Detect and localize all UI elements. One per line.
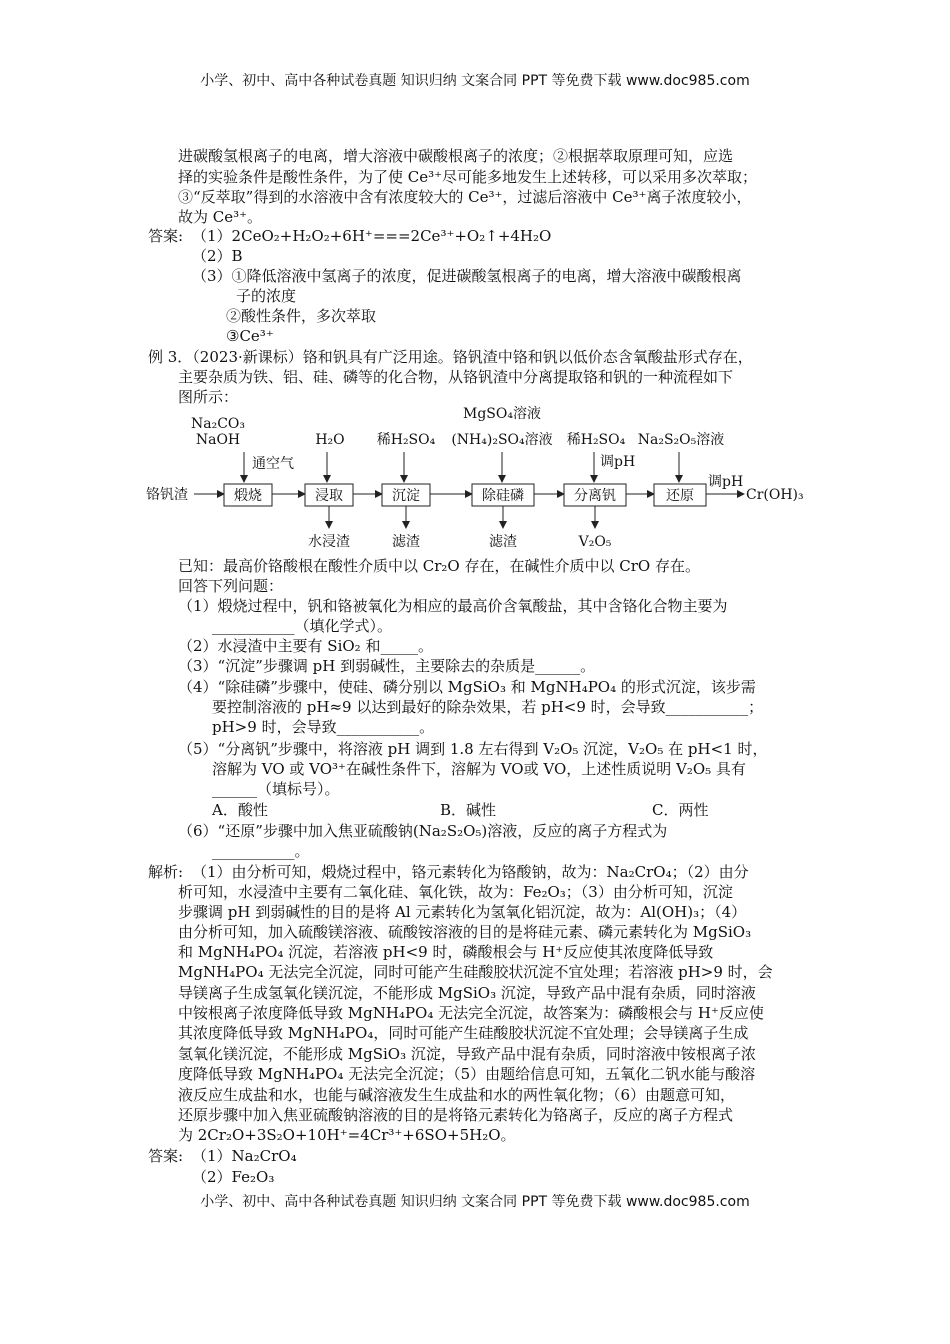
- solution-label: 解析:: [148, 863, 184, 881]
- question-line: 已知：最高价铬酸根在酸性介质中以 Cr₂O 存在，在碱性介质中以 CrO 存在。: [178, 557, 700, 575]
- text-line: ③“反萃取”得到的水溶液中含有浓度较大的 Ce³⁺，过滤后溶液中 Ce³⁺离子浓度较小，: [178, 188, 752, 206]
- question-line: （4）“除硅磷”步骤中，使硅、磷分别以 MgSiO₃ 和 MgNH₄PO₄ 的形式沉淀，该步需: [178, 678, 756, 696]
- solution-line: 度降低导致 MgNH₄PO₄ 无法完全沉淀；（5）由题给信息可知，五氧化二钒水能与酸溶: [178, 1065, 756, 1083]
- solution-line: 步骤调 pH 到弱碱性的目的是将 Al 元素转化为氢氧化铝沉淀，故为：Al(OH)₃；（4）: [178, 903, 747, 921]
- question-line: （3）“沉淀”步骤调 pH 到弱碱性，主要除去的杂质是______。: [178, 657, 596, 675]
- option-c: C．两性: [652, 801, 709, 819]
- question-line: ______（填标号）。: [212, 780, 340, 798]
- solution-line: 导镁离子生成氢氧化镁沉淀，不能形成 MgSiO₃ 沉淀，导致产品中混有杂质，同时溶液: [178, 984, 756, 1002]
- solution-line: 为 2Cr₂O+3S₂O+10H⁺=4Cr³⁺+6SO+5H₂O。: [178, 1126, 516, 1144]
- answer-line: （2）Fe₂O₃: [192, 1168, 275, 1186]
- text-line: 择的实验条件是酸性条件，为了使 Ce³⁺尽可能多地发生上述转移，可以采用多次萃取；: [178, 168, 758, 186]
- answer-line: （3）①降低溶液中氢离子的浓度，促进碳酸氢根离子的电离，增大溶液中碳酸根离: [192, 267, 742, 285]
- question-line: 例 3．（2023·新课标）铬和钒具有广泛用途。铬钒渣中铬和钒以低价态含氧酸盐形式存在，: [148, 348, 753, 366]
- question-line: pH>9 时，会导致___________。: [212, 718, 435, 736]
- text-line: 故为 Ce³⁺。: [178, 208, 263, 226]
- reagent-label: 稀H₂SO₄: [566, 432, 626, 448]
- answer-line: （2）B: [192, 247, 243, 265]
- text-line: 进碳酸氢根离子的电离，增大溶液中碳酸根离子的浓度；②根据萃取原理可知，应选: [178, 147, 734, 165]
- solution-line: 液反应生成盐和水，也能与碱溶液发生生成盐和水的两性氧化物；（6）由题意可知，: [178, 1086, 736, 1104]
- answer-line: （1）Na₂CrO₄: [192, 1147, 297, 1165]
- step-label: 沉淀: [392, 488, 420, 504]
- solution-line: 析可知，水浸渣中主要有二氧化硅、氧化铁，故为：Fe₂O₃；（3）由分析可知，沉淀: [178, 883, 733, 901]
- reagent-label: 调pH: [600, 454, 636, 470]
- reagent-label: Na₂S₂O₅溶液: [637, 432, 725, 448]
- question-line: ___________。: [212, 842, 310, 860]
- reagent-label: NaOH: [195, 432, 241, 448]
- start-label: 铬钒渣: [146, 487, 188, 503]
- answer-line: 子的浓度: [236, 287, 297, 305]
- answer-label: 答案:: [148, 1147, 184, 1165]
- step-label: 除硅磷: [482, 488, 524, 504]
- question-line: （5）“分离钒”步骤中，将溶液 pH 调到 1.8 左右得到 V₂O₅ 沉淀，V₂O₅ 在 pH<1 时，: [178, 740, 768, 758]
- step-label: 煅烧: [234, 488, 262, 504]
- question-line: 溶解为 VO 或 VO³⁺在碱性条件下，溶解为 VO或 VO，上述性质说明 V₂O₅ 具有: [212, 760, 746, 778]
- output-label: 滤渣: [392, 534, 420, 550]
- solution-line: （1）由分析可知，煅烧过程中，铬元素转化为铬酸钠，故为：Na₂CrO₄；（2）由分: [192, 863, 749, 881]
- process-flow-diagram: [140, 400, 820, 555]
- option-a: A．酸性: [212, 801, 268, 819]
- product-label: Cr(OH)₃: [746, 487, 804, 503]
- reagent-label: 通空气: [252, 456, 294, 472]
- answer-line: ③Ce³⁺: [226, 327, 274, 345]
- question-line: 主要杂质为铁、铝、硅、磷等的化合物，从铬钒渣中分离提取铬和钒的一种流程如下: [178, 368, 734, 386]
- reagent-label: Na₂CO₃: [190, 416, 246, 432]
- step-label: 分离钒: [574, 488, 616, 504]
- reagent-label: H₂O: [315, 432, 345, 448]
- solution-line: 中铵根离子浓度降低导致 MgNH₄PO₄ 无法完全沉淀，故答案为：磷酸根会与 H⁺反应使: [178, 1004, 764, 1022]
- question-line: 回答下列问题：: [178, 577, 284, 595]
- question-line: ___________（填化学式）。: [212, 617, 393, 635]
- step-label: 浸取: [315, 488, 343, 504]
- solution-line: 其浓度降低导致 MgNH₄PO₄，同时可能产生硅酸胶状沉淀不宜处理；会导镁离子生成: [178, 1024, 749, 1042]
- question-line: 图所示：: [178, 388, 239, 406]
- output-label: 水浸渣: [308, 534, 350, 550]
- answer-line: ②酸性条件，多次萃取: [226, 307, 377, 325]
- reagent-label: 稀H₂SO₄: [376, 432, 436, 448]
- solution-line: 和 MgNH₄PO₄ 沉淀，若溶液 pH<9 时，磷酸根会与 H⁺反应使其浓度降低导致: [178, 943, 714, 961]
- solution-line: 由分析可知，加入硫酸镁溶液、硫酸铵溶液的目的是将硅元素、磷元素转化为 MgSiO₃: [178, 923, 752, 941]
- condition-label: 调pH: [708, 474, 744, 490]
- solution-line: MgNH₄PO₄ 无法完全沉淀，同时可能产生硅酸胶状沉淀不宜处理；若溶液 pH>9 时，会: [178, 963, 773, 981]
- answer-label: 答案:: [148, 227, 184, 245]
- output-label: V₂O₅: [578, 534, 612, 550]
- reagent-label: MgSO₄溶液: [463, 406, 541, 422]
- step-label: 还原: [666, 488, 694, 504]
- output-label: 滤渣: [489, 534, 517, 550]
- page-footer: 小学、初中、高中各种试卷真题 知识归纳 文案合同 PPT 等免费下载 www.doc985.com: [200, 1194, 750, 1210]
- answer-line: （1）2CeO₂+H₂O₂+6H⁺===2Ce³⁺+O₂↑+4H₂O: [192, 227, 552, 245]
- option-b: B．碱性: [440, 801, 497, 819]
- solution-line: 还原步骤中加入焦亚硫酸钠溶液的目的是将铬元素转化为铬离子，反应的离子方程式: [178, 1106, 734, 1124]
- question-line: （1）煅烧过程中，钒和铬被氧化为相应的最高价含氧酸盐，其中含铬化合物主要为: [178, 597, 728, 615]
- question-line: 要控制溶液的 pH≈9 以达到最好的除杂效果，若 pH<9 时，会导致___________；: [212, 698, 764, 716]
- question-line: （6）“还原”步骤中加入焦亚硫酸钠(Na₂S₂O₅)溶液，反应的离子方程式为: [178, 822, 668, 840]
- solution-line: 氢氧化镁沉淀，不能形成 MgSiO₃ 沉淀，导致产品中混有杂质，同时溶液中铵根离子浓: [178, 1045, 756, 1063]
- page-header: 小学、初中、高中各种试卷真题 知识归纳 文案合同 PPT 等免费下载 www.doc985.com: [200, 73, 750, 89]
- question-line: （2）水浸渣中主要有 SiO₂ 和_____。: [178, 637, 433, 655]
- reagent-label: (NH₄)₂SO₄溶液: [451, 432, 553, 448]
